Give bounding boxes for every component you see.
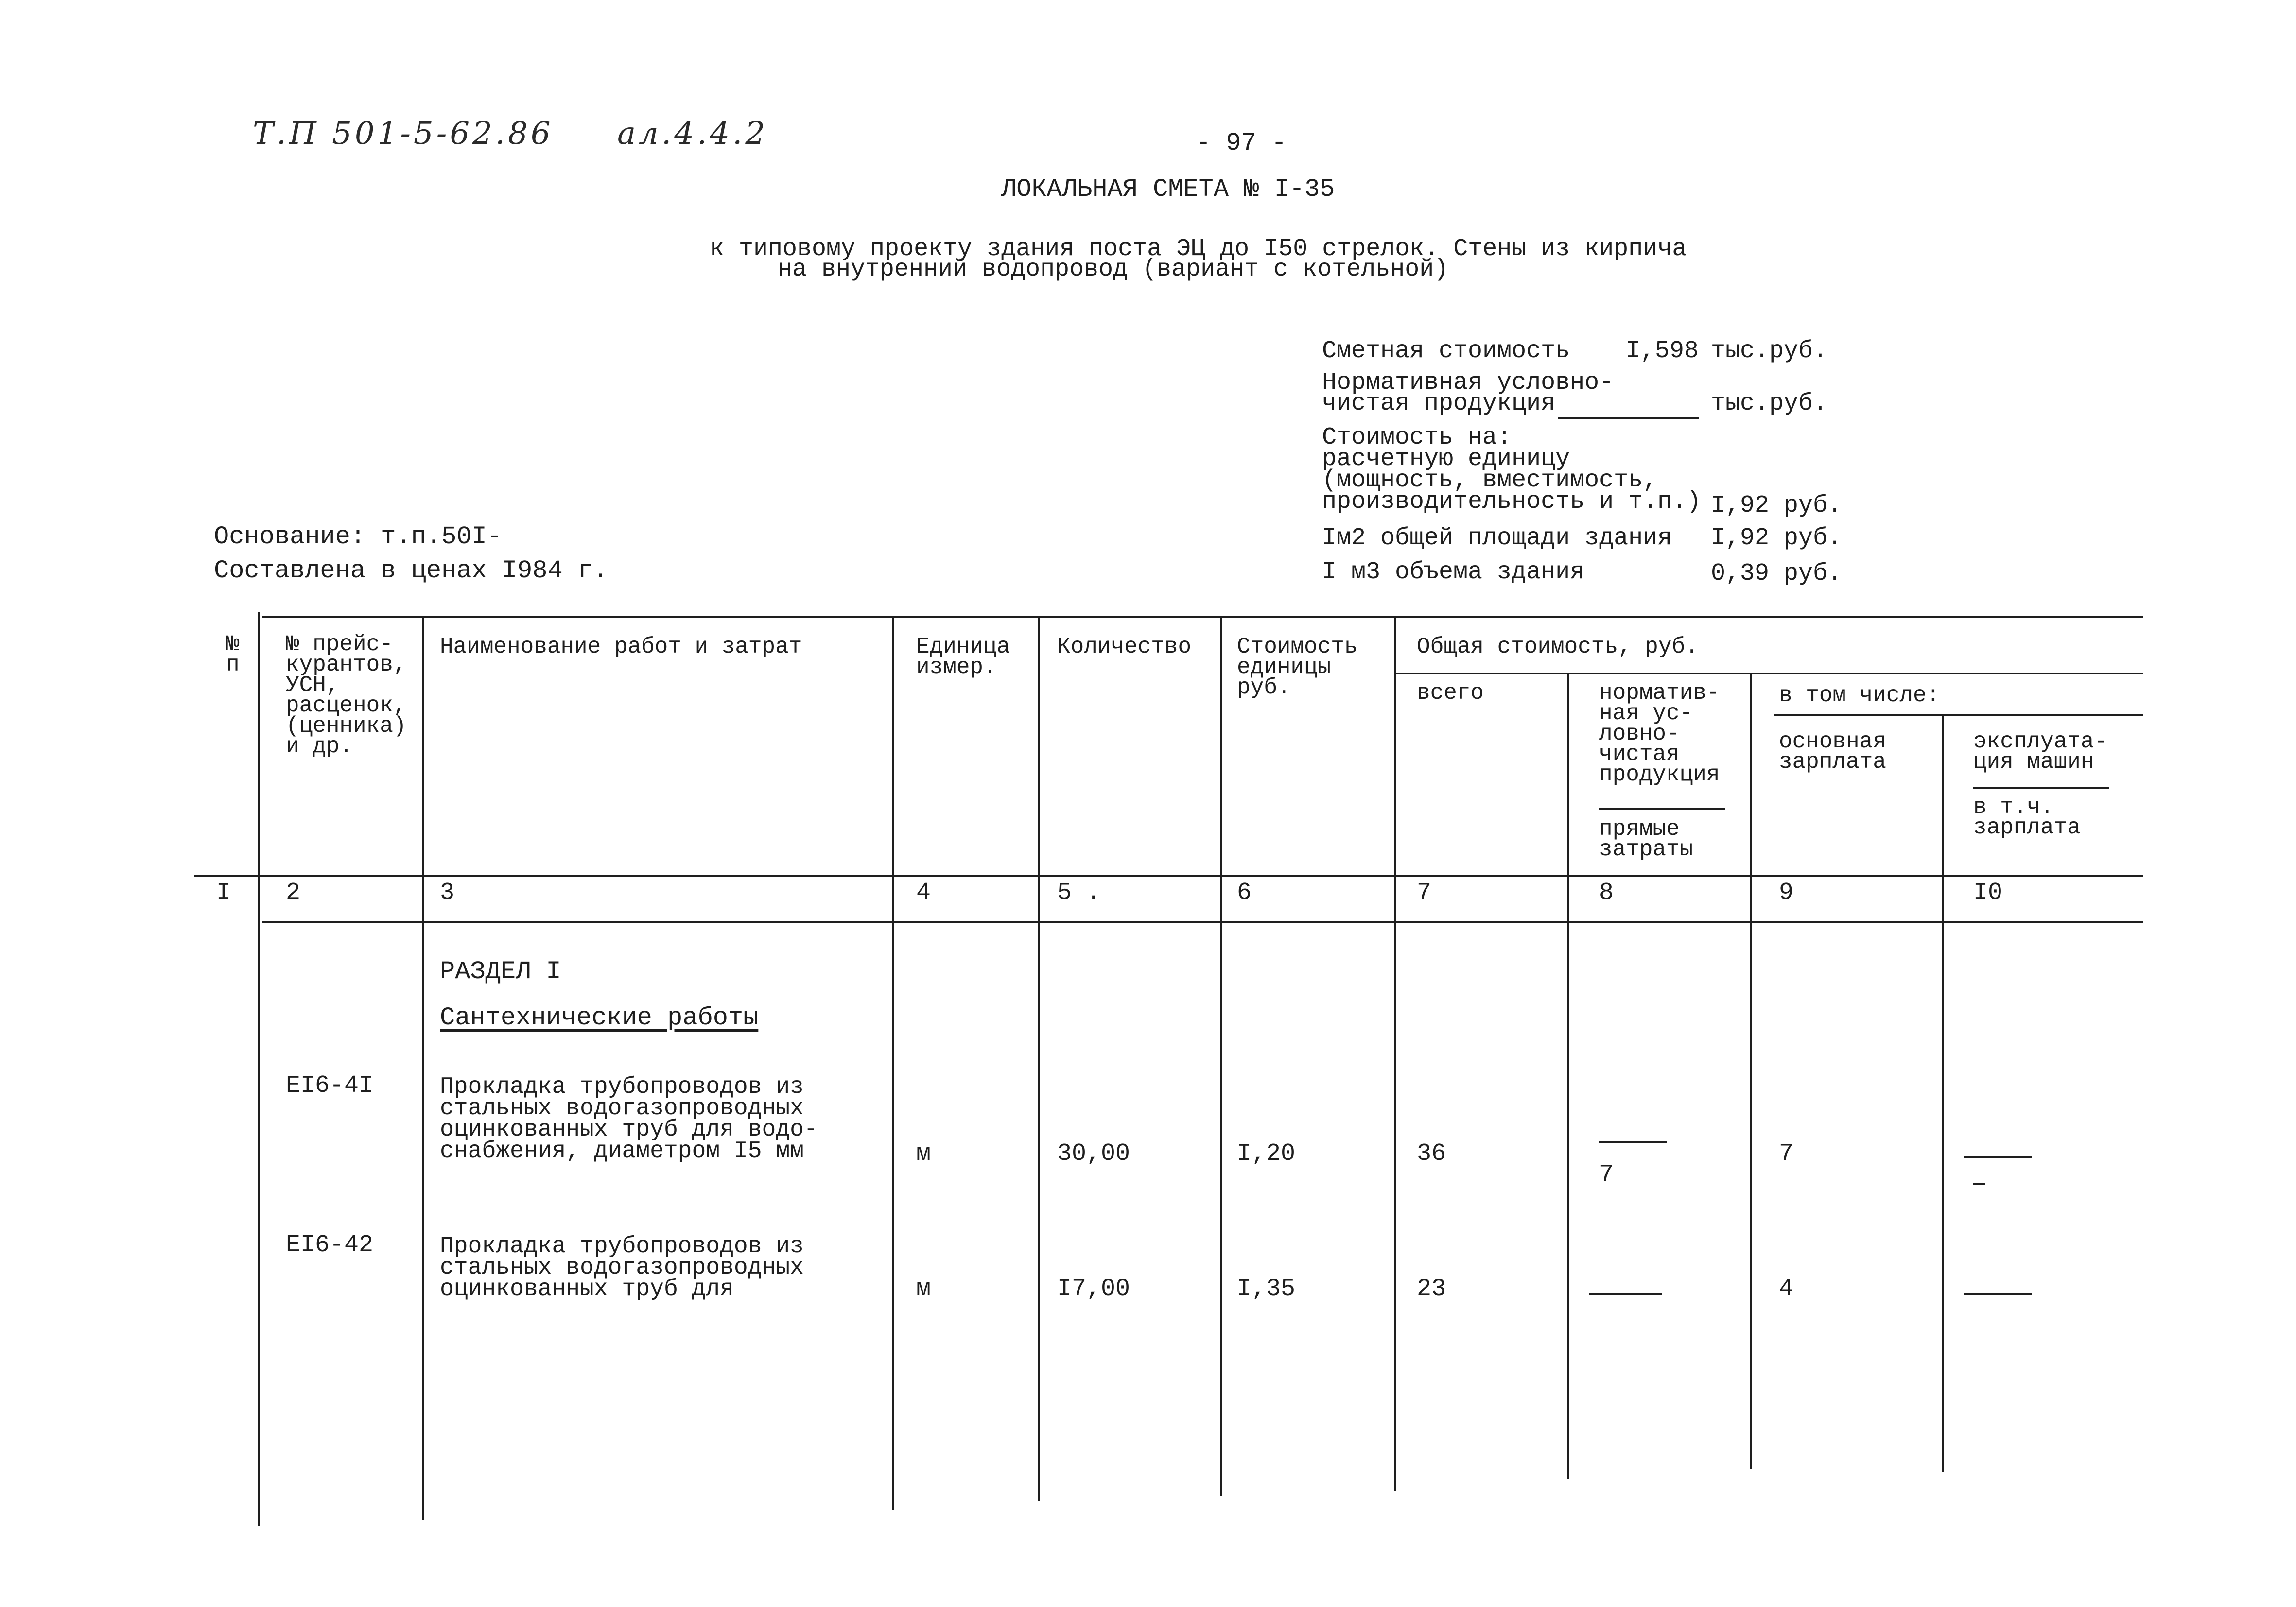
row-total: 36	[1417, 1140, 1446, 1168]
col-number-4: 4	[916, 879, 931, 907]
header-total-all: всего	[1417, 680, 1484, 706]
header-work-name: Наименование работ и затрат	[440, 634, 802, 659]
col-rule-6	[1394, 616, 1396, 1491]
numbers-bottom-rule	[262, 921, 2143, 923]
summary-normative-line-2: чистая продукция	[1322, 390, 1556, 417]
row-machine-salary-dash	[1973, 1178, 1985, 1187]
header-price-list: № прейс- курантов, УСН, расценок, (ценника) и др.	[286, 632, 407, 759]
row-total: 23	[1417, 1275, 1446, 1303]
col-number-8: 8	[1599, 879, 1614, 907]
col-number-1: I	[216, 879, 231, 907]
section-title: РАЗДЕЛ I	[440, 957, 561, 986]
header-bottom-rule	[194, 875, 2143, 877]
row-direct-costs: 7	[1599, 1161, 1614, 1189]
summary-cost-label: Сметная стоимость	[1322, 337, 1570, 365]
row-quantity: I7,00	[1057, 1275, 1131, 1303]
header-quantity: Количество	[1057, 634, 1192, 659]
header-normative: норматив- ная ус- ловно- чистая продукция	[1599, 680, 1720, 787]
header-base-salary: основная зарплата	[1779, 729, 1886, 775]
summary-volume-label: I м3 объема здания	[1322, 558, 1585, 586]
summary-cost-per-label-1: Стоимость на:	[1322, 424, 1512, 451]
summary-area-value: I,92 руб.	[1711, 524, 1843, 552]
row-machine-dash	[1964, 1289, 2032, 1297]
header-machine-salary: в т.ч. зарплата	[1973, 795, 2081, 840]
header-including: в том числе:	[1779, 683, 1940, 708]
col-number-2: 2	[286, 879, 301, 907]
col-rule-1	[258, 612, 260, 1526]
c8-split-rule	[1599, 808, 1725, 810]
col-number-9: 9	[1779, 879, 1794, 907]
col-rule-3	[892, 616, 894, 1510]
page-title: ЛОКАЛЬНАЯ СМЕТА № I-35	[1001, 175, 1335, 204]
row-unit-cost: I,35	[1237, 1275, 1296, 1303]
row-base-salary: 7	[1779, 1140, 1794, 1168]
subtitle-line-2: на внутренний водопровод (вариант с котельной)	[778, 256, 1449, 283]
col-rule-5	[1220, 616, 1222, 1496]
row-code: EI6-42	[286, 1231, 374, 1259]
row-machine-dash	[1964, 1152, 2032, 1160]
header-direct-costs: прямые затраты	[1599, 816, 1693, 862]
c10-split-rule	[1973, 787, 2109, 789]
header-unit: Единица измер.	[916, 634, 1010, 680]
row-unit-cost: I,20	[1237, 1140, 1296, 1168]
col-rule-7	[1567, 673, 1569, 1479]
col-rule-2	[422, 616, 424, 1520]
header-machine-operation: эксплуата- ция машин	[1973, 729, 2108, 775]
summary-cost-value: I,598	[1626, 337, 1699, 365]
page-number: - 97 -	[1196, 129, 1287, 157]
handwritten-album-code: ал.4.4.2	[617, 116, 768, 152]
row-normative-dash	[1599, 1137, 1667, 1146]
row-unit: м	[916, 1140, 931, 1168]
row-code: EI6-4I	[286, 1072, 374, 1100]
summary-normative-unit: тыс.руб.	[1711, 390, 1828, 417]
prices-year-text: Составлена в ценах I984 г.	[214, 556, 609, 585]
header-unit-cost: Стоимость единицы руб.	[1237, 634, 1358, 700]
summary-normative-blank	[1558, 417, 1699, 419]
row-unit: м	[916, 1275, 931, 1303]
col-number-10: I0	[1973, 879, 2003, 907]
summary-cost-per-label-2: расчетную единицу	[1322, 445, 1570, 473]
row-base-salary: 4	[1779, 1275, 1794, 1303]
col-rule-8	[1750, 673, 1752, 1469]
summary-volume-value: 0,39 руб.	[1711, 560, 1843, 588]
row-quantity: 30,00	[1057, 1140, 1131, 1168]
subtitle-line-1: к типовому проекту здания поста ЭЦ до I50 стрелок. Стены из кирпича	[710, 235, 1687, 263]
summary-cost-per-value: I,92 руб.	[1711, 492, 1843, 519]
row-work-name: Прокладка трубопроводов из стальных водогазопроводных оцинкованных труб для	[440, 1233, 804, 1302]
summary-cost-unit: тыс.руб.	[1711, 337, 1828, 365]
section-subtitle: Сантехнические работы	[440, 1003, 759, 1032]
summary-normative-line-1: Нормативная условно-	[1322, 369, 1614, 397]
row-normative-dash	[1589, 1289, 1662, 1297]
row-work-name: Прокладка трубопроводов из стальных водогазопроводных оцинкованных труб для водо- снабжения, диаметром I5 мм	[440, 1074, 818, 1164]
col-number-6: 6	[1237, 879, 1252, 907]
header-total-cost: Общая стоимость, руб.	[1417, 634, 1699, 659]
col-number-3: 3	[440, 879, 455, 907]
basis-text: Основание: т.п.50I-	[214, 522, 502, 551]
table-top-rule	[262, 616, 2143, 618]
col-rule-9	[1942, 714, 1944, 1472]
incl-subheader-rule	[1774, 714, 2143, 716]
summary-cost-per-label-3: (мощность, вместимость,	[1322, 467, 1658, 494]
col-rule-4	[1038, 616, 1040, 1501]
handwritten-doc-code: Т.П 501-5-62.86	[253, 116, 554, 152]
summary-cost-per-label-4: производительность и т.п.)	[1322, 488, 1702, 516]
col-number-5: 5 .	[1057, 879, 1101, 907]
summary-area-label: Iм2 общей площади здания	[1322, 524, 1672, 552]
header-row-number: № п	[226, 632, 240, 677]
total-subheader-rule	[1395, 673, 2143, 674]
col-number-7: 7	[1417, 879, 1432, 907]
